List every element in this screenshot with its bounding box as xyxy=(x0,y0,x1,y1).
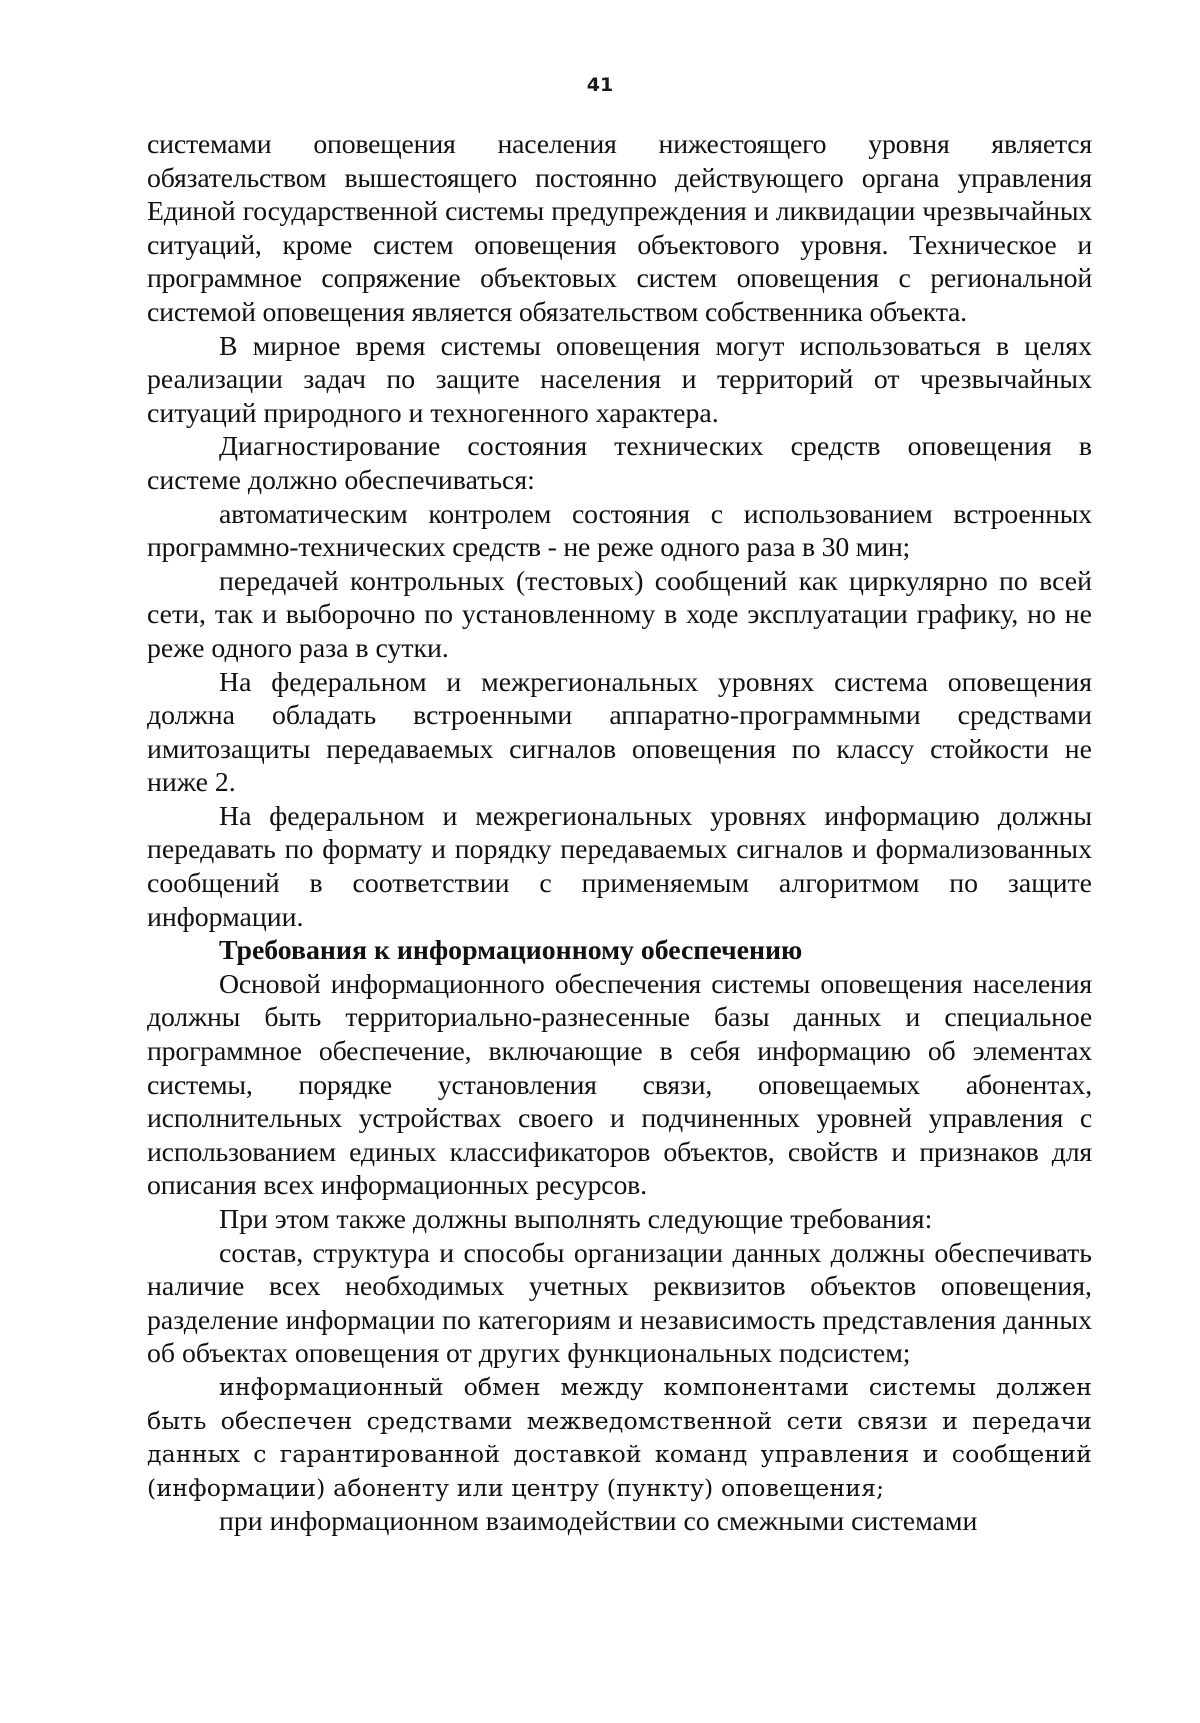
list-item-information-exchange: информационный обмен между компонентами системы должен быть обеспечен средствами межведомственной сети связи и передачи данных с гарантированной доставкой команд управления и сообщений (информации) абоненту или центру (пункту) оповещения; xyxy=(147,1372,1092,1502)
paragraph-continuation: системами оповещения населения нижестоящего уровня является обязательством вышестоящего постоянно действующего органа управления Единой государственной системы предупреждения и ликвидации чрезвычайных ситуаций, кроме систем оповещения объектового уровня. Техническое и программное сопряжение объектовых систем оповещения с региональной системой оповещения является обязательством собственника объекта. xyxy=(147,129,1092,328)
list-item-automatic-control: автоматическим контролем состояния с использованием встроенных программно-технических средств - не реже одного раза в 30 мин; xyxy=(147,498,1092,564)
paragraph-imitation-protection: На федеральном и межрегиональных уровнях система оповещения должна обладать встроенными аппаратно-программными средствами имитозащиты передаваемых сигналов оповещения по классу стойкости не ниже 2. xyxy=(147,666,1092,799)
section-heading: Требования к информационному обеспечению xyxy=(219,935,803,967)
paragraph-information-support: Основой информационного обеспечения системы оповещения населения должны быть территориально-разнесенные базы данных и специальное программное обеспечение, включающие в себя информацию об элементах системы, порядке установления связи, оповещаемых абонентах, исполнительных устройствах своего и подчиненных уровней управления с использованием единых классификаторов объектов, свойств и признаков для описания всех информационных ресурсов. xyxy=(147,968,1092,1202)
paragraph-diagnostics: Диагностирование состояния технических средств оповещения в системе должно обеспечиваться: xyxy=(147,431,1092,496)
list-item-test-messages: передачей контрольных (тестовых) сообщений как циркулярно по всей сети, так и выборочно по установленному в ходе эксплуатации графику, но не реже одного раза в сутки. xyxy=(147,565,1092,664)
paragraph-peacetime-use: В мирное время системы оповещения могут использоваться в целях реализации задач по защите населения и территорий от чрезвычайных ситуаций природного и техногенного характера. xyxy=(147,330,1092,429)
page-number: 41 xyxy=(586,74,614,96)
list-item-interaction: при информационном взаимодействии со смежными системами xyxy=(219,1506,978,1538)
paragraph-requirements-intro: При этом также должны выполнять следующие требования: xyxy=(219,1204,933,1235)
list-item-data-structure: состав, структура и способы организации данных должны обеспечивать наличие всех необходимых учетных реквизитов объектов оповещения, разделение информации по категориям и независимость представления данных об объектах оповещения от других функциональных подсистем; xyxy=(147,1237,1092,1370)
paragraph-information-format: На федеральном и межрегиональных уровнях информацию должны передавать по формату и порядку передаваемых сигналов и формализованных сообщений в соответствии с применяемым алгоритмом по защите информации. xyxy=(147,800,1092,933)
document-body xyxy=(147,128,1092,1539)
